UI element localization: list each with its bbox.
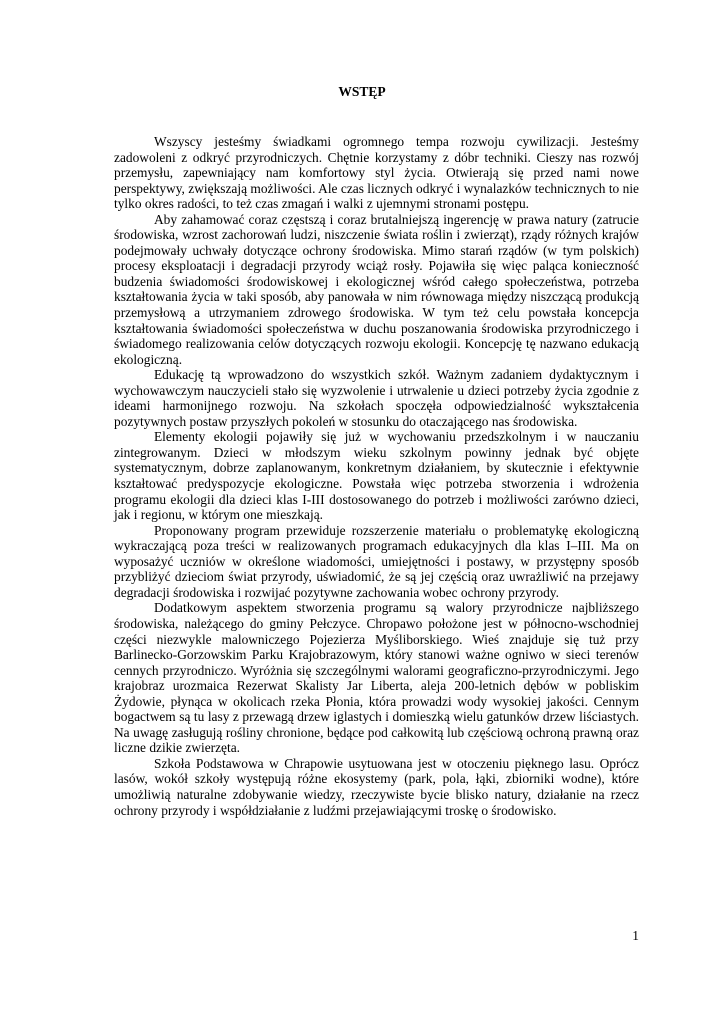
paragraph-intro: Wszyscy jesteśmy świadkami ogromnego tempa rozwoju cywilizacji. Jesteśmy zadowoleni z odkryć przyrodniczych. Chętnie korzystamy z dóbr techniki. Cieszy nas rozwój przemysłu, zapewniający nam komfortowy styl życia. Otwierają się przed nami nowe perspektywy, zwiększają możliwości. Ale czas licznych odkryć i wynalazków technicznych to nie tylko okres radości, to też czas zmagań i walki z ujemnymi stronami postępu.	[114, 134, 639, 212]
paragraph-environment-threats: Aby zahamować coraz częstszą i coraz brutalniejszą ingerencję w prawa natury (zatrucie środowiska, wzrost zachorowań ludzi, niszczenie świata roślin i zwierząt), rządy różnych krajów podejmowały uchwały dotyczące ochrony środowiska. Mimo starań rządów (w tym polskich) procesy eksploatacji i degradacji przyrody wciąż rosły. Pojawiła się więc paląca konieczność budzenia świadomości środowiskowej i ekologicznej wśród całego społeczeństwa, potrzeba kształtowania życia w taki sposób, aby panowała w nim równowaga między niszczącą produkcją przemysłową a utrzymaniem zdrowego środowiska. W tym też celu powstała koncepcja kształtowania świadomości społeczeństwa w duchu poszanowania środowiska przyrodniczego i świadomego realizowania celów dotyczących rozwoju ekologii. Koncepcję tę nazwano edukacją ekologiczną.	[114, 211, 639, 367]
page-title: WSTĘP	[338, 84, 386, 99]
paragraph-ecology-elements: Elementy ekologii pojawiły się już w wychowaniu przedszkolnym i w nauczaniu zintegrowanym. Dzieci w młodszym wieku szkolnym powinny jednak być objęte systematycznym, dobrze zaplanowanym, konkretnym działaniem, by skutecznie i efektywnie kształtować predyspozycje ekologiczne. Powstała więc potrzeba stworzenia i wdrożenia programu ekologii dla dzieci klas I-III dostosowanego do potrzeb i możliwości zarówno dzieci, jak i regionu, w którym one mieszkają.	[114, 429, 639, 523]
paragraph-local-nature: Dodatkowym aspektem stworzenia programu są walory przyrodnicze najbliższego środowiska, należącego do gminy Pełczyce. Chropawo położone jest w północno-wschodniej części niezwykle malowniczego Pojezierza Myśliborskiego. Wieś znajduje się tuż przy Barlinecko-Gorzowskim Parku Krajobrazowym, który stanowi ważne ogniwo w sieci terenów cennych przyrodniczo. Wyróżnia się szczególnymi walorami geograficzno-przyrodniczymi. Jego krajobraz urozmaica Rezerwat Skalisty Jar Liberta, aleja 200-letnich dębów w pobliskim Żydowie, płynąca w okolicach rzeka Płonia, która prowadzi wody wysokiej jakości. Cennym bogactwem są tu lasy z przewagą drzew iglastych i domieszką wielu gatunków drzew liściastych. Na uwagę zasługują rośliny chronione, będące pod całkowitą lub częściową ochroną prawną oraz liczne dzikie zwierzęta.	[114, 600, 639, 756]
paragraph-school-education: Edukację tą wprowadzono do wszystkich szkół. Ważnym zadaniem dydaktycznym i wychowawczym nauczycieli stało się wyzwolenie i utrwalenie u dzieci potrzeby życia zgodnie z ideami harmonijnego rozwoju. Na szkołach spoczęła odpowiedzialność wykształcenia pozytywnych postaw przyszłych pokoleń w stosunku do otaczającego nas środowiska.	[114, 367, 639, 429]
document-body	[114, 134, 639, 818]
page-number: 1	[632, 928, 639, 943]
paragraph-school-location: Szkoła Podstawowa w Chrapowie usytuowana jest w otoczeniu pięknego lasu. Oprócz lasów, wokół szkoły występują różne ekosystemy (park, pola, łąki, zbiorniki wodne), które umożliwią naturalne zdobywanie wiedzy, rzeczywiste bycie blisko natury, działanie na rzecz ochrony przyrody i współdziałanie z ludźmi przejawiającymi troskę o środowisko.	[114, 755, 639, 818]
paragraph-program-proposal: Proponowany program przewiduje rozszerzenie materiału o problematykę ekologiczną wykraczającą poza treści w realizowanych programach edukacyjnych dla klas I–III. Ma on wyposażyć uczniów w określone wiadomości, umiejętności i postawy, w przystępny sposób przybliżyć dzieciom świat przyrody, uświadomić, że są jej częścią oraz uwrażliwić na przejawy degradacji środowiska i rozwijać pozytywne zachowania wobec ochrony przyrody.	[114, 522, 639, 600]
